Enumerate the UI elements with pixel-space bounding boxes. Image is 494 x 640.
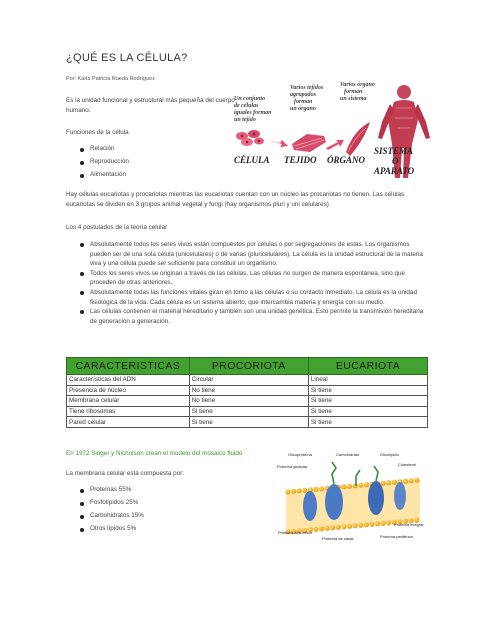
phospholipid-head — [313, 487, 318, 492]
comparison-table — [66, 357, 428, 428]
list-item: Absolutamente todos los seres vivos están compuestos por células o por segregaciones de estas. Los organismos pueden ser de una sola célula (unicelulares) o de varias (pluricelulares). La célula es la unidad estructural de la materia viva y una célula puede ser suficiente para constituir un organismo. — [66, 240, 428, 269]
table-cell: Si tiene — [189, 406, 308, 417]
functions-heading: Funciones de la célula — [66, 129, 129, 136]
phospholipid-head — [381, 481, 386, 486]
label-peripheral-protein: Proteína periférica — [380, 534, 413, 539]
table-cell: Tiene ribosomas — [67, 406, 190, 417]
table-cell: Presencia de núcleo — [67, 385, 190, 396]
table-cell: Pared celular — [67, 417, 190, 428]
table-header-row — [67, 358, 428, 375]
list-item: Reproducción — [66, 158, 129, 171]
list-item: Todos los seres vivos se originan a través de las células. Las células no surgen de manera espontánea, sino que proceden de otras anteriores. — [66, 269, 428, 288]
phospholipid-head — [291, 489, 296, 494]
label-channel-protein: Proteína de canal — [322, 536, 354, 541]
cell-cluster-icon — [236, 130, 264, 146]
table-cell: Si tiene — [189, 417, 308, 428]
arrow-icon — [326, 140, 344, 150]
diagram-note: un tejido — [234, 117, 256, 123]
label-integral-protein: Proteína integral — [394, 522, 424, 527]
table-cell: Si tiene — [308, 385, 427, 396]
phospholipid-head — [381, 521, 386, 526]
table-cell: Si tiene — [308, 396, 427, 407]
list-item: Otros lípidos 5% — [66, 525, 144, 538]
label-alpha-helix-protein: Proteína alfa-hélice — [278, 530, 313, 535]
phospholipid-head — [358, 483, 363, 488]
label-cholesterol: Colesterol — [398, 462, 417, 467]
caption-apparatus: APARATO — [374, 166, 415, 176]
phospholipid-head — [302, 488, 307, 493]
phospholipid-head — [353, 523, 358, 528]
author-line: Por: Karla Patricia Rueda Rodríguez — [66, 76, 155, 82]
table-row — [67, 396, 428, 407]
diagram-note: forman — [344, 89, 363, 95]
label-glycoprotein: Glicoproteína — [288, 452, 312, 457]
table-cell: Circular — [189, 375, 308, 386]
list-item: Alimentación — [66, 171, 129, 184]
phospholipid-head — [330, 525, 335, 530]
table-row — [67, 417, 428, 428]
postulates-heading: Los 4 postulados de la teoría celular — [66, 224, 168, 231]
intro-paragraph: Es la unidad funcional y estructural más pequeña del cuerpo humano. — [66, 97, 235, 114]
page-title: ¿QUÉ ES LA CÉLULA? — [66, 52, 188, 64]
diagram-note: un sistema — [340, 96, 367, 102]
table-cell: Características del ADN — [67, 375, 190, 386]
phospholipid-head — [409, 478, 414, 483]
label-globular-protein: Proteína globular — [277, 464, 308, 469]
caption-or: O — [392, 156, 399, 166]
diagram-note: Un conjunto — [234, 96, 266, 102]
muscle-organ-icon — [346, 122, 370, 156]
phospholipid-head — [319, 526, 324, 531]
diagram-note: agrupados — [290, 92, 317, 98]
phospholipid-head — [336, 525, 341, 530]
list-item: Fosfolípidos 25% — [66, 499, 144, 512]
muscular-system-icon — [378, 85, 430, 178]
table-row — [67, 385, 428, 396]
phospholipid-head — [347, 524, 352, 529]
list-item: Absolutamente todas las funciones vitales giran en torno a las células o su contacto inmediato. La célula es la unidad fisiológica de la vida. Cada célula es un sistema abierto, que intercambia materia y energía con su medio. — [66, 288, 428, 307]
phospholipid-head — [341, 484, 346, 489]
column-header: CARACTERISTICAS — [67, 358, 190, 375]
membrane-components-list — [66, 486, 144, 538]
fluid-mosaic-membrane-diagram — [276, 450, 430, 546]
caption-cell: CÉLULA — [234, 155, 270, 165]
table-cell: Lineal — [308, 375, 427, 386]
diagram-note: Varios tejidos — [290, 85, 324, 91]
phospholipid-head — [364, 522, 369, 527]
diagram-note: un órgano — [290, 106, 316, 112]
phospholipid-head — [364, 482, 369, 487]
phospholipid-head — [392, 480, 397, 485]
list-item: Proteínas 55% — [66, 486, 144, 499]
caption-organ: ÓRGANO — [327, 155, 366, 165]
arrow-icon — [266, 140, 288, 147]
caption-system: SISTEMA — [374, 146, 414, 156]
label-glycolipid: Glicolípido — [380, 452, 399, 457]
functions-list — [66, 145, 129, 184]
phospholipid-head — [358, 523, 363, 528]
phospholipid-head — [313, 527, 318, 532]
column-header: EUCARIOTA — [308, 358, 427, 375]
phospholipid-head — [414, 478, 419, 483]
cell-types-paragraph: Hay células eucariotas y procariotas mientras las eucariotas cuentan con un núcleo las procariotas no tienen. Las células eucariotas se dividen en 3 grupos animal vegetal y fungi (hay organismos pluri y uni celulares) — [66, 191, 405, 208]
diagram-note: forman — [294, 99, 313, 105]
diagram-note: de células — [234, 103, 259, 109]
table-cell: No tiene — [189, 385, 308, 396]
phospholipid-head — [341, 524, 346, 529]
phospholipid-head — [325, 526, 330, 531]
caption-tissue: TEJIDO — [284, 155, 317, 165]
phospholipid-head — [403, 479, 408, 484]
table-cell: Si tiene — [308, 406, 427, 417]
table-cell: Membrana celular — [67, 396, 190, 407]
phospholipid-head — [319, 486, 324, 491]
list-item: Carbohidratos 15% — [66, 512, 144, 525]
tissue-icon — [292, 134, 326, 152]
table-cell: Si tiene — [308, 417, 427, 428]
phospholipid-head — [347, 484, 352, 489]
phospholipid-head — [386, 480, 391, 485]
table-row — [67, 375, 428, 386]
organization-levels-diagram — [232, 78, 432, 182]
membrane-heading: La membrana celular está compuesta por: — [66, 470, 184, 477]
diagram-note: iguales forman — [234, 110, 272, 116]
phospholipid-head — [297, 488, 302, 493]
diagram-note: Varios órgano — [340, 82, 375, 88]
table-row — [67, 406, 428, 417]
table-cell: No tiene — [189, 396, 308, 407]
postulates-list — [66, 240, 428, 326]
column-header: PROCORIOTA — [189, 358, 308, 375]
list-item: Las células contienen el material hereditario y también son una unidad genética. Esto permite la transmisión hereditaria de generación a generación. — [66, 307, 428, 326]
list-item: Relación — [66, 145, 129, 158]
phospholipid-head — [375, 521, 380, 526]
singer-nicholson-note: En 1972 Singer y Nicholson crean el modelo del mosaico fluido — [66, 450, 243, 457]
phospholipid-head — [285, 489, 290, 494]
phospholipid-head — [386, 520, 391, 525]
phospholipid-head — [369, 522, 374, 527]
label-carbohydrate: Carbohidrato — [336, 452, 360, 457]
